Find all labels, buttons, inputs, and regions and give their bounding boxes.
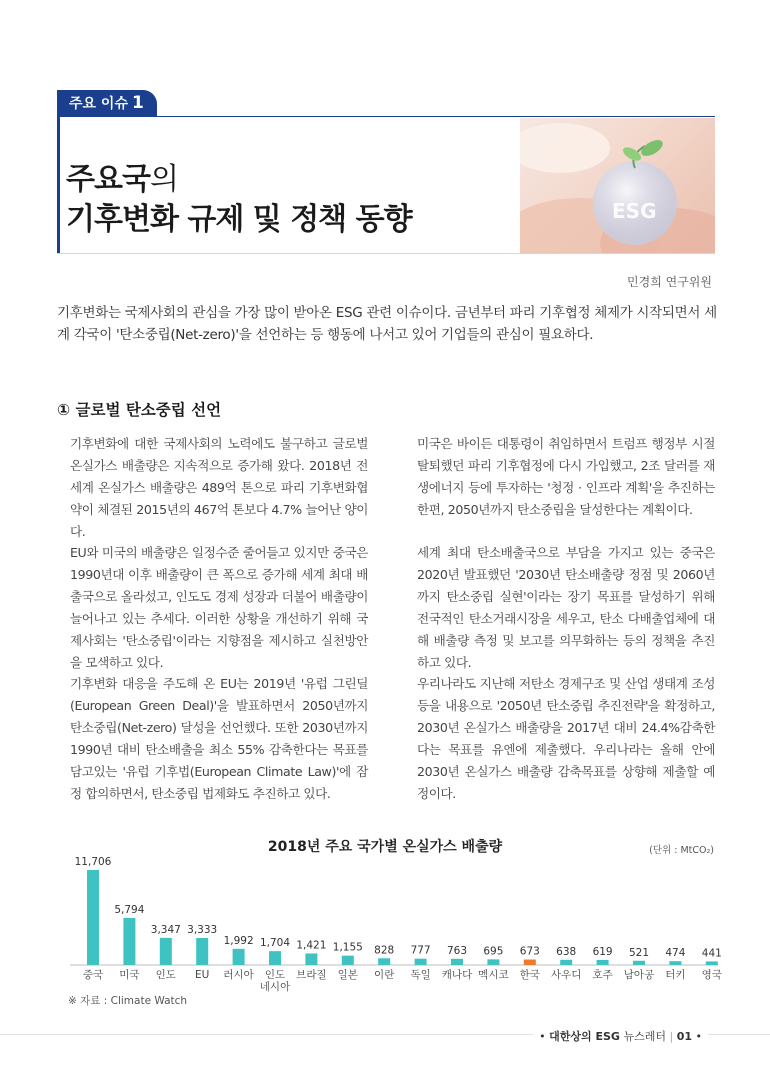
bar-10 <box>451 959 463 965</box>
chart-source: ※ 자료 : Climate Watch <box>68 995 188 1007</box>
category-label-15: 남아공 <box>623 969 655 981</box>
category-label-16: 터키 <box>665 969 686 981</box>
hero-image <box>520 118 715 253</box>
bar-0 <box>87 870 99 965</box>
bar-11 <box>487 959 499 965</box>
bar-17 <box>706 961 718 965</box>
intro-paragraph: 기후변화는 국제사회의 관심을 가장 많이 받아온 ESG 관련 이슈이다. 금년부터 파리 기후협정 체제가 시작되면서 세계 각국이 '탄소중립(Net-zero)'을 선언하는 등 행동에 나서고 있어 기업들의 관심이 필요하다. <box>57 305 717 343</box>
section-tag-label: 주요 이슈 <box>69 96 128 112</box>
value-label-13: 638 <box>556 945 577 958</box>
title-highlight: 주요국 <box>66 162 150 197</box>
page-number: 01 <box>676 1030 692 1043</box>
section-tag-number: 1 <box>131 93 144 113</box>
chart-title: 2018년 주요 국가별 온실가스 배출량 <box>267 839 503 855</box>
right-col-p3: 우리나라도 지난해 저탄소 경제구조 및 산업 생태계 조성 등을 내용으로 '2050년 탄소중립 추진전략'을 확정하고, 2030년 온실가스 배출량을 2017년 대비 24.4%감축한다는 목표를 유엔에 제출했다. 우리나라는 올해 안에 2030년 온실가스 배출량 감축목표를 상향해 제출할 예정이다. <box>417 676 715 801</box>
footer <box>533 1028 708 1044</box>
category-label-1: 미국 <box>119 969 140 981</box>
bar-1 <box>123 918 135 965</box>
section-tag <box>57 90 157 116</box>
bar-12 <box>524 960 536 965</box>
footer-divider: | <box>669 1030 674 1043</box>
left-col-p1: 기후변화에 대한 국제사회의 노력에도 불구하고 글로벌 온실가스 배출량은 지속적으로 증가해 왔다. 2018년 전세계 온실가스 배출량은 489억 톤으로 파리 기후변화협약이 체결된 2015년의 467억 톤보다 4.7% 늘어난 양이다. <box>70 436 368 539</box>
bar-7 <box>342 956 354 965</box>
category-label-6: 브라질 <box>296 969 327 981</box>
title-particle: 의 <box>149 162 178 197</box>
value-label-14: 619 <box>592 945 613 958</box>
category-label-10: 캐나다 <box>441 969 473 981</box>
value-label-8: 828 <box>374 944 395 957</box>
title-left-rule <box>57 116 60 254</box>
category-label-0: 중국 <box>82 969 104 981</box>
category-label-14: 호주 <box>592 969 613 981</box>
value-label-11: 695 <box>483 945 504 958</box>
category-label-5-1: 네시아 <box>259 981 291 993</box>
bar-14 <box>597 960 609 965</box>
bar-16 <box>669 961 681 965</box>
value-label-9: 777 <box>410 944 431 957</box>
bullet-icon: • <box>539 1030 546 1043</box>
value-label-5: 1,704 <box>259 937 291 950</box>
category-label-12: 한국 <box>519 969 540 981</box>
left-col-p2: EU와 미국의 배출량은 일정수준 줄어들고 있지만 중국은 1990년대 이후 배출량이 큰 폭으로 증가해 세계 최대 배출국으로 올라섰고, 인도도 경제 성장과 더불어 배출량이 늘어나고 있는 추세다. 이러한 상황을 개선하기 위해 국제사회는 '탄소중립'이라는 지향점을 제시하고 실천방안을 모색하고 있다. <box>70 545 368 670</box>
bar-13 <box>560 960 572 965</box>
bullet-icon: • <box>695 1030 702 1043</box>
bar-8 <box>378 958 390 965</box>
bar-9 <box>415 959 427 965</box>
value-label-6: 1,421 <box>296 939 327 952</box>
category-label-11: 멕시코 <box>478 969 509 981</box>
value-label-2: 3,347 <box>150 923 181 936</box>
esg-badge: ESG <box>612 199 657 223</box>
value-label-4: 1,992 <box>223 934 254 947</box>
category-label-3: EU <box>195 969 210 981</box>
value-label-17: 441 <box>701 947 722 960</box>
category-label-13: 사우디 <box>550 969 582 981</box>
value-label-16: 474 <box>665 947 686 960</box>
author: 민경희 연구위원 <box>627 275 712 289</box>
value-label-3: 3,333 <box>187 923 218 936</box>
bar-15 <box>633 961 645 965</box>
title-top-rule <box>57 116 715 117</box>
category-label-17: 영국 <box>701 969 722 981</box>
category-label-9: 독일 <box>410 969 431 981</box>
chart-unit: (단위 : MtCO₂) <box>649 845 714 856</box>
category-label-2: 인도 <box>155 969 176 981</box>
value-label-7: 1,155 <box>332 941 363 954</box>
bar-2 <box>160 938 172 965</box>
category-label-5-0: 인도 <box>264 969 286 981</box>
hands-globe-illustration <box>520 118 715 253</box>
footer-text: 뉴스레터 <box>623 1030 666 1043</box>
category-label-7: 일본 <box>337 969 358 981</box>
bar-5 <box>269 951 281 965</box>
page-title <box>66 160 412 240</box>
section-heading: ① 글로벌 탄소중립 선언 <box>57 401 222 419</box>
bar-3 <box>196 938 208 965</box>
footer-brand: 대한상의 ESG <box>549 1030 620 1043</box>
bar-4 <box>233 949 245 965</box>
value-label-1: 5,794 <box>114 903 145 916</box>
value-label-15: 521 <box>628 946 650 959</box>
value-label-10: 763 <box>446 944 468 957</box>
title-bottom-rule <box>57 253 715 254</box>
right-col-p2: 세계 최대 탄소배출국으로 부담을 가지고 있는 중국은 2020년 발표했던 '2030년 탄소배출량 정점 및 2060년까지 탄소중립 실현'이라는 장기 목표를 달성하기 위해 전국적인 탄소거래시장을 세우고, 탄소 다배출업체에 대해 배출량 측정 및 보고를 의무화하는 등의 정책을 추진하고 있다. <box>417 545 715 670</box>
bar-6 <box>305 953 317 965</box>
value-label-0: 11,706 <box>74 856 112 868</box>
value-label-12: 673 <box>519 945 540 958</box>
emissions-bar-chart <box>0 850 770 1000</box>
category-label-8: 이란 <box>374 969 395 981</box>
right-col-p1: 미국은 바이든 대통령이 취임하면서 트럼프 행정부 시절 탈퇴했던 파리 기후협정에 다시 가입했고, 2조 달러를 재생에너지 등에 투자하는 '청정 · 인프라 계획'을 추진하는 한편, 2050년까지 탄소중립을 달성한다는 계획이다. <box>417 436 715 517</box>
left-col-p3: 기후변화 대응을 주도해 온 EU는 2019년 '유럽 그린딜(European Green Deal)'을 발표하면서 2050년까지 탄소중립(Net-zero) 달성을 선언했다. 또한 2030년까지 1990년 대비 탄소배출을 최소 55% 감축한다는 목표를 담고있는 '유럽 기후법(European Climate Law)'에 잠정 합의하면서, 탄소중립 법제화도 추진하고 있다. <box>70 676 368 801</box>
title-line2: 기후변화 규제 및 정책 동향 <box>66 202 412 237</box>
category-label-4: 러시아 <box>223 969 254 981</box>
